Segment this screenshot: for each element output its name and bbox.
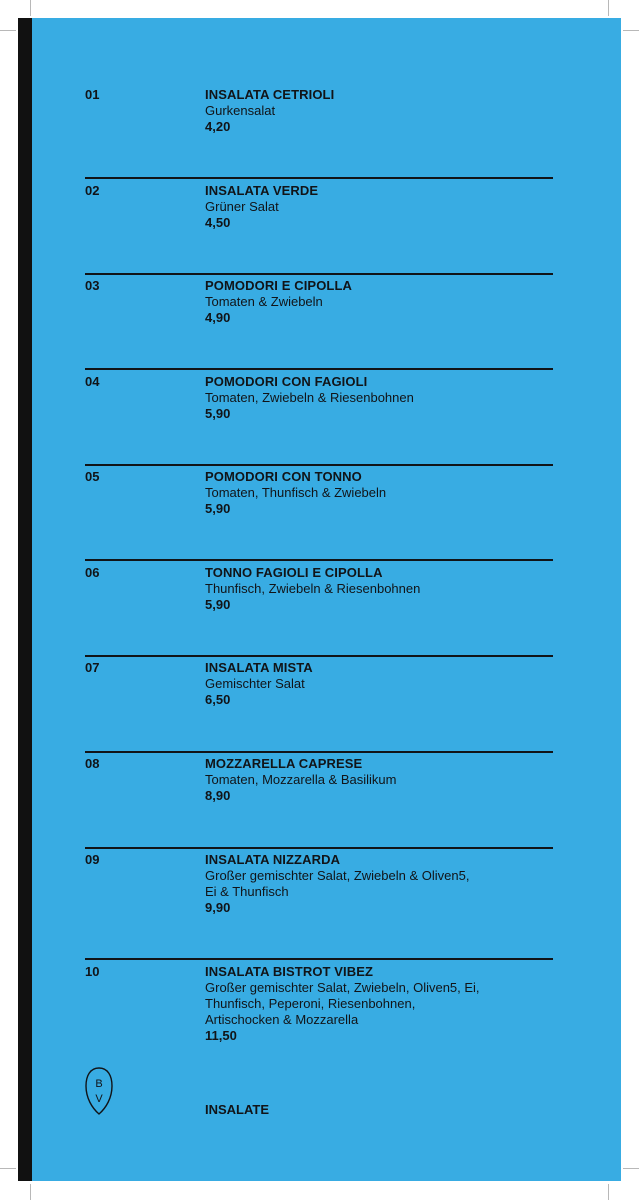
item-content xyxy=(205,374,545,422)
crop-mark xyxy=(0,1168,16,1169)
item-price: 5,90 xyxy=(205,501,231,516)
item-price: 9,90 xyxy=(205,900,231,915)
item-name: MOZZARELLA CAPRESE xyxy=(205,756,363,771)
item-description-line: Thunfisch, Peperoni, Riesenbohnen, xyxy=(205,996,416,1011)
crop-mark xyxy=(30,1184,31,1200)
item-price: 4,50 xyxy=(205,215,231,230)
item-name: POMODORI CON TONNO xyxy=(205,469,362,484)
item-name: POMODORI CON FAGIOLI xyxy=(205,374,368,389)
item-name: TONNO FAGIOLI E CIPOLLA xyxy=(205,565,383,580)
divider xyxy=(85,177,553,179)
item-description-line: Großer gemischter Salat, Zwiebeln & Oliven5, xyxy=(205,868,470,883)
item-name: INSALATA MISTA xyxy=(205,660,313,675)
item-number: 09 xyxy=(85,852,100,867)
item-content xyxy=(205,756,545,804)
item-description: Thunfisch, Zwiebeln & Riesenbohnen xyxy=(205,581,421,596)
item-number: 08 xyxy=(85,756,100,771)
item-description: Tomaten, Mozzarella & Basilikum xyxy=(205,772,397,787)
item-description: Gemischter Salat xyxy=(205,676,305,691)
item-description: Gurkensalat xyxy=(205,103,276,118)
item-name: POMODORI E CIPOLLA xyxy=(205,278,352,293)
item-name: INSALATA VERDE xyxy=(205,183,319,198)
divider xyxy=(85,751,553,753)
item-price: 4,90 xyxy=(205,310,231,325)
divider xyxy=(85,559,553,561)
crop-mark xyxy=(608,0,609,16)
item-price: 5,90 xyxy=(205,597,231,612)
item-number: 07 xyxy=(85,660,100,675)
item-price: 8,90 xyxy=(205,788,231,803)
logo-letter-b: B xyxy=(95,1078,103,1090)
item-content xyxy=(205,278,545,326)
item-price: 6,50 xyxy=(205,692,231,707)
crop-mark xyxy=(608,1184,609,1200)
section-title: INSALATE xyxy=(205,1102,270,1117)
page-edge-stripe xyxy=(18,18,32,1181)
item-number: 02 xyxy=(85,183,100,198)
crop-mark xyxy=(623,1168,639,1169)
divider xyxy=(85,464,553,466)
crop-mark xyxy=(0,30,16,31)
item-description: Tomaten, Zwiebeln & Riesenbohnen xyxy=(205,390,414,405)
divider xyxy=(85,958,553,960)
item-number: 01 xyxy=(85,87,100,102)
item-content xyxy=(205,87,545,135)
item-number: 05 xyxy=(85,469,100,484)
item-name: INSALATA CETRIOLI xyxy=(205,87,335,102)
item-number: 03 xyxy=(85,278,100,293)
item-name: INSALATA BISTROT VIBEZ xyxy=(205,964,374,979)
item-number: 06 xyxy=(85,565,100,580)
item-description-line: Ei & Thunfisch xyxy=(205,884,289,899)
item-description-line: Artischocken & Mozzarella xyxy=(205,1012,359,1027)
menu-page xyxy=(18,18,621,1181)
item-description: Tomaten, Thunfisch & Zwiebeln xyxy=(205,485,387,500)
divider xyxy=(85,847,553,849)
item-name: INSALATA NIZZARDA xyxy=(205,852,341,867)
item-number: 10 xyxy=(85,964,100,979)
divider xyxy=(85,273,553,275)
divider xyxy=(85,368,553,370)
item-number: 04 xyxy=(85,374,100,389)
item-price: 4,20 xyxy=(205,119,231,134)
item-content xyxy=(205,183,545,231)
item-content xyxy=(205,852,545,916)
item-content xyxy=(205,565,545,613)
divider xyxy=(85,655,553,657)
logo-letter-v: V xyxy=(95,1093,103,1105)
bistrot-vibez-logo xyxy=(84,1066,114,1116)
item-description-line: Großer gemischter Salat, Zwiebeln, Oliven5, Ei, xyxy=(205,980,480,995)
item-content xyxy=(205,469,545,517)
item-description: Tomaten & Zwiebeln xyxy=(205,294,323,309)
item-price: 5,90 xyxy=(205,406,231,421)
item-price: 11,50 xyxy=(205,1028,237,1043)
item-content xyxy=(205,964,545,1044)
item-content xyxy=(205,660,545,708)
item-description: Grüner Salat xyxy=(205,199,279,214)
crop-mark xyxy=(30,0,31,16)
crop-mark xyxy=(623,30,639,31)
